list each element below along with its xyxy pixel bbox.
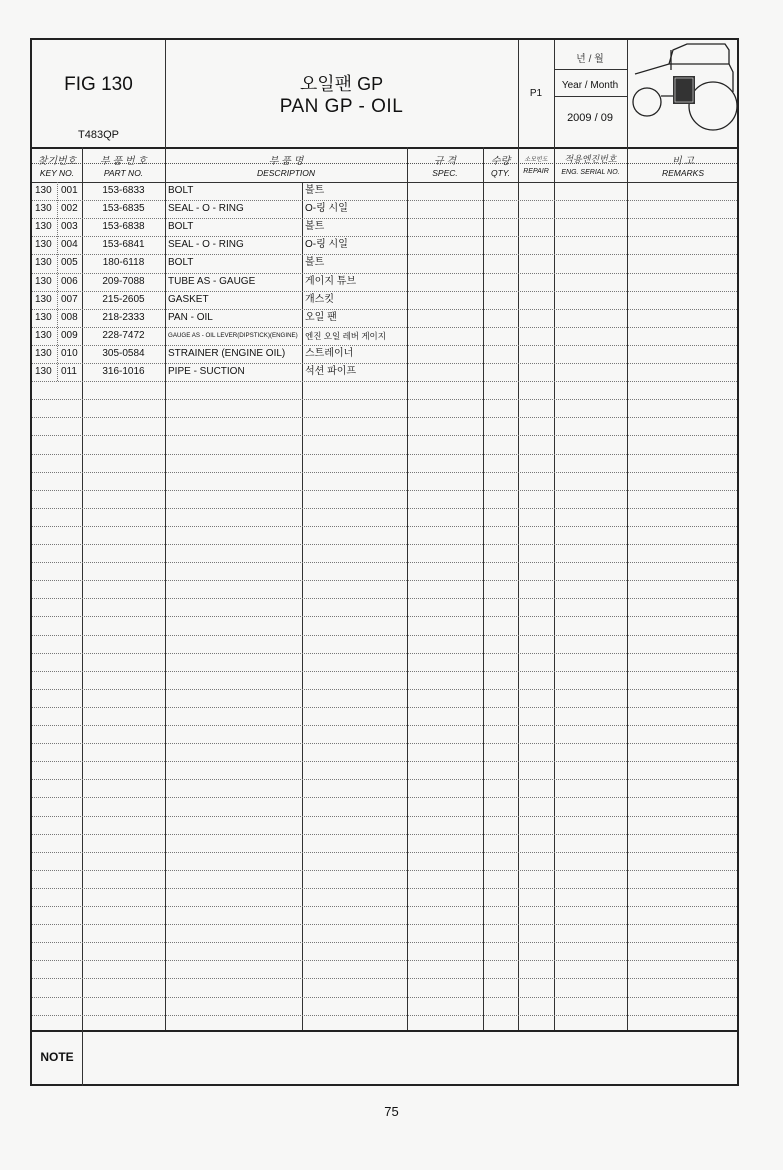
col-spec-kr: 규 격	[433, 156, 457, 167]
part-number-cell: 153-6835	[102, 203, 145, 215]
model-code: T483QP	[78, 129, 119, 141]
row-line	[32, 725, 737, 726]
page-number: 75	[384, 1104, 399, 1119]
part-number-cell: 316-1016	[102, 366, 145, 377]
row-line	[32, 490, 737, 491]
row-line	[32, 960, 737, 961]
row-line	[32, 291, 737, 292]
row-line	[32, 906, 737, 907]
key-cell: 003	[61, 221, 78, 233]
description-kr-cell: O-링 시일	[305, 239, 348, 251]
col-part-kr: 부 품 번 호	[100, 156, 147, 167]
fig-cell: 130	[35, 221, 52, 233]
key-cell: 010	[61, 347, 78, 359]
row-line	[32, 834, 737, 835]
row-line	[32, 218, 737, 219]
row-line	[32, 689, 737, 690]
key-cell: 004	[61, 239, 78, 251]
description-en-cell: BOLT	[168, 185, 194, 196]
col-qty-en: QTY.	[490, 168, 511, 178]
fig-cell: 130	[35, 257, 52, 269]
row-line	[32, 978, 737, 979]
fig-cell: 130	[35, 293, 52, 305]
description-kr-cell: 볼트	[305, 185, 325, 196]
year-month-value: 2009 / 09	[567, 112, 613, 124]
col-desc-en: DESCRIPTION	[256, 168, 316, 178]
key-cell: 007	[61, 293, 78, 305]
row-line	[32, 544, 737, 545]
row-line	[32, 852, 737, 853]
key-cell: 001	[61, 185, 78, 196]
part-number-cell: 228-7472	[102, 329, 145, 341]
part-number-cell: 153-6838	[102, 221, 145, 233]
fig-cell: 130	[35, 239, 52, 251]
fig-cell: 130	[35, 275, 52, 287]
key-cell: 008	[61, 311, 78, 323]
description-en-cell: SEAL - O - RING	[168, 203, 244, 215]
year-month-label-kr: 년 / 월	[576, 54, 604, 65]
row-line	[32, 236, 737, 237]
row-line	[32, 942, 737, 943]
row-line	[32, 671, 737, 672]
row-line	[32, 435, 737, 436]
description-kr-cell: O-링 시일	[305, 203, 348, 215]
col-repair-en: REPAIR	[523, 168, 549, 175]
description-kr-cell: 석션 파이프	[305, 366, 357, 377]
row-line	[32, 327, 737, 328]
row-line	[32, 616, 737, 617]
col-desc-kr: 부 품 명	[268, 156, 304, 167]
col-part-en: PART NO.	[103, 168, 144, 178]
tractor-icon	[629, 42, 737, 146]
row-line	[32, 797, 737, 798]
row-line	[32, 870, 737, 871]
key-cell: 002	[61, 203, 78, 215]
row-line	[32, 1015, 737, 1016]
row-line	[32, 562, 737, 563]
description-kr-cell: 엔진 오일 레버 게이지	[305, 330, 386, 341]
row-line	[32, 309, 737, 310]
col-remarks-en: REMARKS	[661, 168, 705, 178]
row-line	[32, 399, 737, 400]
part-number-cell: 153-6841	[102, 239, 145, 251]
figure-number: FIG 130	[64, 74, 133, 95]
row-line	[32, 417, 737, 418]
part-number-cell: 209-7088	[102, 275, 145, 287]
description-kr-cell: 볼트	[305, 257, 325, 269]
col-serial-kr: 적용엔진번호	[564, 154, 617, 164]
description-kr-cell: 스트레이너	[305, 347, 354, 359]
key-subdivider	[57, 182, 58, 381]
col-serial-en: ENG. SERIAL NO.	[561, 169, 620, 176]
fig-cell: 130	[35, 311, 52, 323]
fig-cell: 130	[35, 366, 52, 377]
description-en-cell: BOLT	[168, 221, 194, 233]
row-line	[32, 635, 737, 636]
row-line	[32, 816, 737, 817]
row-line	[32, 526, 737, 527]
row-line	[32, 888, 737, 889]
row-line	[32, 345, 737, 346]
description-en-cell: TUBE AS - GAUGE	[168, 275, 256, 287]
row-line	[32, 997, 737, 998]
row-line	[32, 653, 737, 654]
parts-list-sheet	[30, 38, 739, 1086]
row-line	[32, 273, 737, 274]
fig-cell: 130	[35, 329, 52, 341]
description-en-cell: PIPE - SUCTION	[168, 366, 245, 377]
note-label: NOTE	[40, 1050, 74, 1064]
part-number-cell: 153-6833	[102, 185, 145, 196]
col-key-en: KEY NO.	[39, 168, 75, 178]
description-en-cell: BOLT	[168, 257, 194, 269]
row-line	[32, 924, 737, 925]
col-key-kr: 찾기번호	[37, 156, 77, 167]
row-line	[32, 381, 737, 382]
fig-cell: 130	[35, 185, 52, 196]
col-spec-en: SPEC.	[432, 168, 458, 178]
row-line	[32, 254, 737, 255]
part-number-cell: 305-0584	[102, 347, 145, 359]
row-line	[32, 454, 737, 455]
row-line	[32, 598, 737, 599]
row-line	[32, 580, 737, 581]
description-en-cell: SEAL - O - RING	[168, 239, 244, 251]
row-line	[32, 200, 737, 201]
row-line	[32, 743, 737, 744]
fig-cell: 130	[35, 347, 52, 359]
title-korean: 오일팬 GP	[299, 74, 384, 94]
description-en-cell: GASKET	[168, 293, 209, 305]
description-en-cell: STRAINER (ENGINE OIL)	[168, 347, 286, 359]
fig-cell: 130	[35, 203, 52, 215]
part-number-cell: 218-2333	[102, 311, 145, 323]
row-line	[32, 707, 737, 708]
key-cell: 005	[61, 257, 78, 269]
key-cell: 009	[61, 329, 78, 341]
row-line	[32, 779, 737, 780]
description-en-cell: GAUGE AS - OIL LEVER(DIPSTICK)(ENGINE)	[168, 331, 298, 339]
part-number-cell: 180-6118	[102, 257, 145, 269]
col-remarks-kr: 비 고	[671, 156, 695, 167]
year-month-label-en: Year / Month	[561, 80, 619, 91]
description-kr-cell: 개스킷	[305, 293, 334, 305]
description-kr-cell: 게이지 튜브	[305, 275, 357, 287]
row-line	[32, 363, 737, 364]
title-english: PAN GP - OIL	[279, 96, 404, 117]
row-line	[32, 472, 737, 473]
row-line	[32, 761, 737, 762]
description-kr-cell: 볼트	[305, 221, 325, 233]
description-en-cell: PAN - OIL	[168, 311, 213, 323]
col-qty-kr: 수량	[490, 156, 511, 167]
key-cell: 006	[61, 275, 78, 287]
description-kr-cell: 오일 팬	[305, 311, 337, 323]
row-line	[32, 508, 737, 509]
page-code: P1	[529, 88, 543, 99]
part-number-cell: 215-2605	[102, 293, 145, 305]
col-repair-kr: 소모빈도	[524, 157, 548, 163]
key-cell: 011	[61, 366, 77, 377]
